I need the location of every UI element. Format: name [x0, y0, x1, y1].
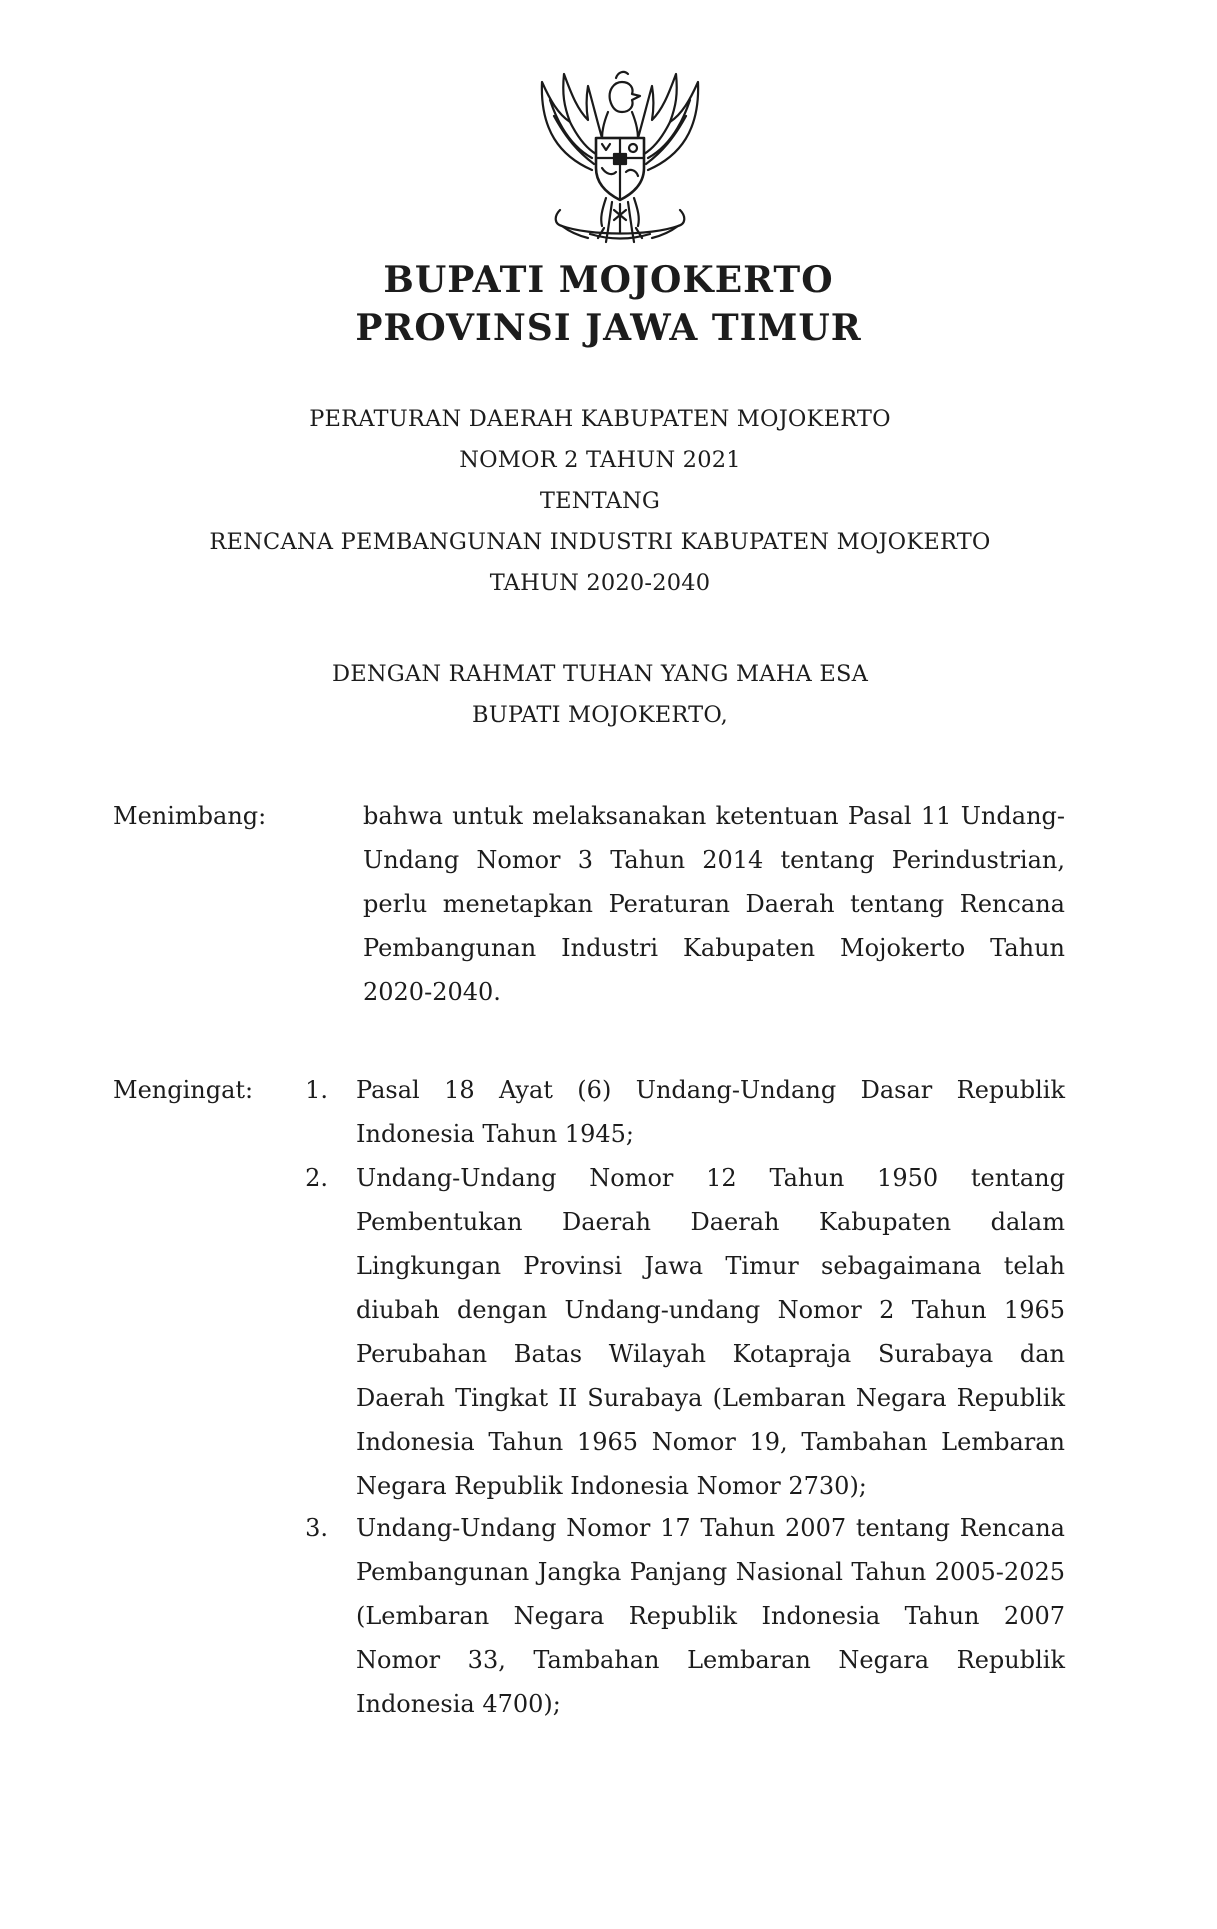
item-number: 3.: [305, 1514, 328, 1542]
item-text: Undang-Undang Nomor 12 Tahun 1950 tentang Pembentukan Daerah Daerah Kabupaten dalam Lingkungan Provinsi Jawa Timur sebagaimana telah diubah dengan Undang-undang Nomor 2 Tahun 1965 Perubahan Batas Wilayah Kotapraja Surabaya dan Daerah Tingkat II Surabaya (Lembaran Negara Republik Indonesia Tahun 1965 Nomor 19, Tambahan Lembaran Negara Republik Indonesia Nomor 2730);: [356, 1164, 1065, 1500]
mengingat-label: Mengingat:: [113, 1076, 254, 1104]
regulation-subject: RENCANA PEMBANGUNAN INDUSTRI KABUPATEN MOJOKERTO: [209, 529, 991, 555]
regulation-period: TAHUN 2020-2040: [489, 570, 711, 596]
regulation-title: [0, 399, 1200, 604]
item-number: 2.: [305, 1164, 328, 1192]
preamble-invocation: DENGAN RAHMAT TUHAN YANG MAHA ESA: [331, 661, 869, 687]
preamble-issuer: BUPATI MOJOKERTO,: [471, 702, 729, 728]
preamble: [0, 654, 1200, 736]
regulation-type: PERATURAN DAERAH KABUPATEN MOJOKERTO: [309, 406, 891, 432]
garuda-pancasila-emblem-icon: [530, 60, 710, 252]
regulation-number: NOMOR 2 TAHUN 2021: [459, 447, 741, 473]
item-text: Undang-Undang Nomor 17 Tahun 2007 tentang Rencana Pembangunan Jangka Panjang Nasional Tahun 2005-2025 (Lembaran Negara Republik Indonesia Tahun 2007 Nomor 33, Tambahan Lembaran Negara Republik Indonesia 4700);: [356, 1514, 1065, 1718]
item-text: Pasal 18 Ayat (6) Undang-Undang Dasar Republik Indonesia Tahun 1945;: [356, 1076, 1065, 1148]
item-number: 1.: [305, 1076, 328, 1104]
issuer-title: BUPATI MOJOKERTO: [383, 259, 834, 301]
regulation-about: TENTANG: [539, 488, 661, 514]
menimbang-label: Menimbang:: [113, 802, 267, 830]
issuer-province: PROVINSI JAWA TIMUR: [355, 307, 862, 349]
menimbang-text: bahwa untuk melaksanakan ketentuan Pasal 11 Undang-Undang Nomor 3 Tahun 2014 tentang Perindustrian, perlu menetapkan Peraturan Daerah tentang Rencana Pembangunan Industri Kabupaten Mojokerto Tahun 2020-2040.: [363, 802, 1065, 1006]
